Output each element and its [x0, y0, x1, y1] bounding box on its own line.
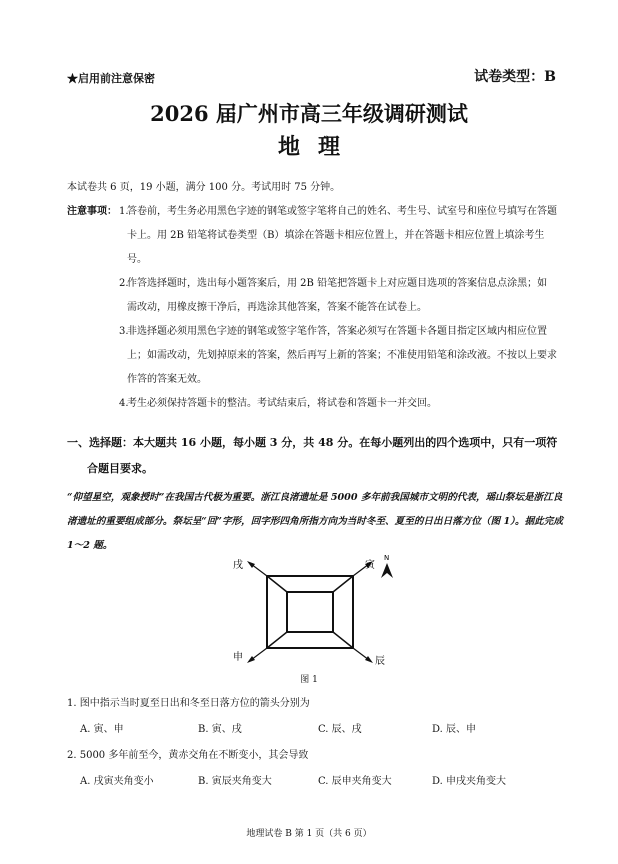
section-line: 合题目要求。: [87, 462, 153, 475]
note-item: [67, 392, 557, 416]
label-ne: 寅: [365, 560, 375, 571]
note-number: 4.: [119, 398, 129, 409]
north-label: N: [384, 554, 390, 562]
note-item: [67, 320, 557, 392]
label-nw: 戌: [233, 560, 243, 571]
paper-type: 试卷类型：B: [474, 69, 556, 85]
option: C. 辰申夹角变大: [318, 776, 392, 787]
note-item: [67, 272, 557, 320]
inner-square: [287, 592, 333, 632]
option: B. 寅、戌: [198, 724, 242, 735]
note-text: 非选择题必须用黑色字迹的钢笔或签字笔作答，答案必须写在答题卡各题目指定区域内相应位置上；如需改动，先划掉原来的答案，然后再写上新的答案；不准使用铅笔和涂改液。不按以上要求作答的答案无效。: [127, 326, 557, 385]
option: A. 寅、申: [80, 724, 124, 735]
altar-figure: [225, 552, 395, 670]
note-number: 2.: [119, 278, 129, 289]
page-footer: 地理试卷 B 第 1 页（共 6 页）: [246, 829, 372, 839]
confidential-mark: ★启用前注意保密: [67, 72, 155, 85]
option: D. 辰、申: [432, 724, 477, 735]
note-text: 答卷前，考生务必用黑色字迹的钢笔或签字笔将自己的姓名、考生号、试室号和座位号填写在答题卡上。用 2B 铅笔将试卷类型（B）填涂在答题卡相应位置上，并在答题卡相应位置上填涂考生号。: [127, 206, 557, 265]
option: C. 辰、戌: [318, 724, 362, 735]
option: A. 戌寅夹角变小: [80, 776, 154, 787]
label-se: 辰: [375, 656, 385, 667]
section-line: 一、选择题：本大题共 16 小题，每小题 3 分，共 48 分。在每小题列出的四个选项中，只有一项符: [67, 436, 558, 449]
note-number: 3.: [119, 326, 129, 337]
question-stem: 2. 5000 多年前至今，黄赤交角在不断变小，其会导致: [67, 750, 309, 761]
section-heading: [67, 430, 563, 482]
note-text: 作答选择题时，选出每小题答案后，用 2B 铅笔把答题卡上对应题目选项的答案信息点涂黑；如需改动，用橡皮擦干净后，再选涂其他答案，答案不能答在试卷上。: [127, 278, 548, 313]
note-text: 考生必须保持答题卡的整洁。考试结束后，将试卷和答题卡一并交回。: [127, 398, 437, 409]
label-sw: 申: [233, 652, 243, 663]
note-item: [67, 200, 557, 272]
notes-block: [67, 200, 557, 416]
subject-title: 地理: [277, 134, 358, 160]
notes-label: 注意事项：: [67, 206, 117, 217]
option: B. 寅辰夹角变大: [198, 776, 272, 787]
reading-passage: “仰望星空，观象授时”在我国古代极为重要。浙江良渚遗址是 5000 多年前我国城市文明的代表，瑶山祭坛是浙江良渚遗址的重要组成部分。祭坛呈“回”字形，回字形四角所指方向为当时冬至、夏至的日出日落方位（图 1）。据此完成 1～2 题。: [67, 492, 563, 551]
note-number: 1.: [119, 206, 129, 217]
figure-caption: 图 1: [300, 675, 318, 685]
exam-intro: 本试卷共 6 页，19 小题，满分 100 分。考试用时 75 分钟。: [67, 182, 341, 193]
question-stem: 1. 图中指示当时夏至日出和冬至日落方位的箭头分别为: [67, 698, 310, 709]
option: D. 申戌夹角变大: [432, 776, 507, 787]
north-arrow-icon: [381, 563, 393, 578]
exam-title: 2026 届广州市高三年级调研测试: [150, 101, 468, 126]
